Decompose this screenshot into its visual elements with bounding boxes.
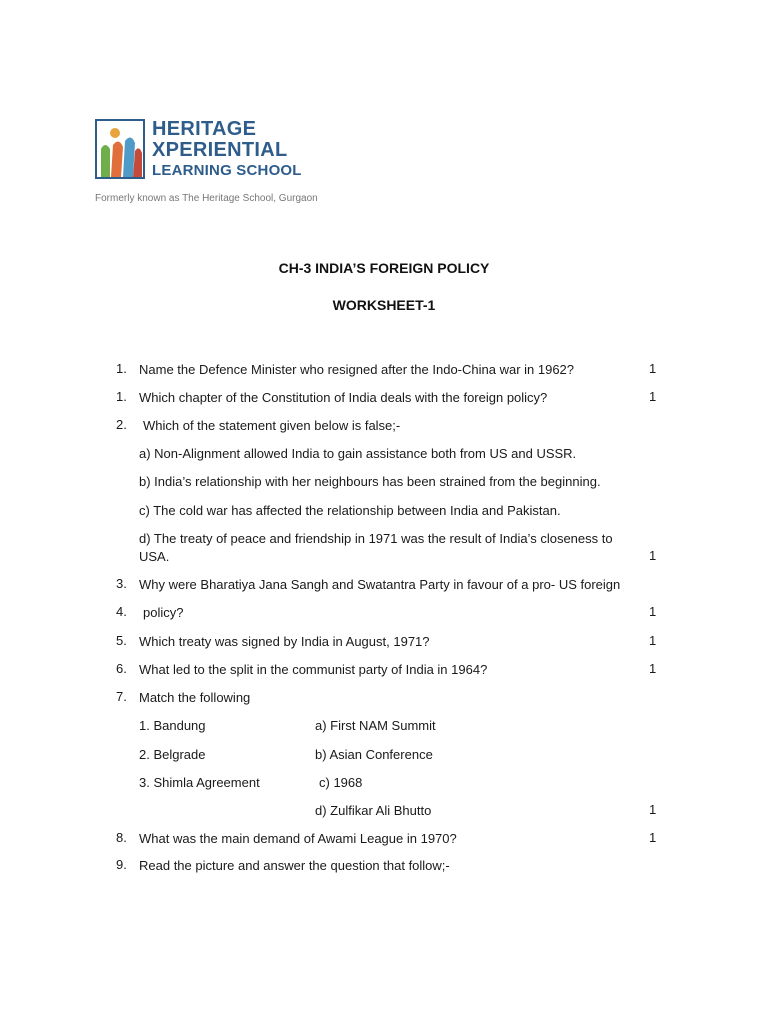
question-number: 1. [116, 389, 127, 404]
question-text: Read the picture and answer the question that follow;- [139, 858, 450, 873]
school-tagline: Formerly known as The Heritage School, Gurgaon [95, 193, 318, 204]
question-marks: 1 [649, 548, 657, 563]
question-text: Which treaty was signed by India in August, 1971? [139, 634, 430, 649]
option-b: b) India’s relationship with her neighbours has been strained from the beginning. [139, 474, 601, 489]
question-number: 6. [116, 661, 127, 676]
question-text: Which chapter of the Constitution of India deals with the foreign policy? [139, 390, 548, 405]
question-marks: 1 [649, 830, 657, 845]
question-marks: 1 [649, 802, 657, 817]
match-right-item: b) Asian Conference [315, 747, 433, 762]
question-number: 1. [116, 361, 127, 376]
logo-line-1: HERITAGE [152, 118, 257, 140]
question-text: policy? [143, 605, 184, 620]
option-c: c) The cold war has affected the relationship between India and Pakistan. [139, 503, 561, 518]
match-right-item: c) 1968 [319, 775, 363, 790]
option-d-continued: USA. [139, 549, 170, 564]
logo-line-3: LEARNING SCHOOL [152, 162, 302, 179]
worksheet-title: WORKSHEET-1 [332, 297, 436, 313]
option-a: a) Non-Alignment allowed India to gain assistance both from US and USSR. [139, 446, 577, 461]
logo-line-2: XPERIENTIAL [152, 139, 288, 161]
question-number: 7. [116, 689, 127, 704]
chapter-title: CH-3 INDIA’S FOREIGN POLICY [278, 260, 490, 276]
question-text: Which of the statement given below is false;- [143, 418, 401, 433]
question-number: 8. [116, 830, 127, 845]
question-text: What was the main demand of Awami League in 1970? [139, 831, 457, 846]
match-left-item: 1. Bandung [139, 718, 206, 733]
question-number: 5. [116, 633, 127, 648]
question-marks: 1 [649, 389, 657, 404]
question-text: Match the following [139, 690, 251, 705]
match-right-item: a) First NAM Summit [315, 718, 436, 733]
question-number: 9. [116, 857, 127, 872]
question-number: 2. [116, 417, 127, 432]
school-logo [95, 119, 335, 181]
match-left-item: 3. Shimla Agreement [139, 775, 260, 790]
option-d: d) The treaty of peace and friendship in 1971 was the result of India’s closeness to [139, 531, 613, 546]
school-emblem-icon [95, 119, 145, 179]
match-right-item: d) Zulfikar Ali Bhutto [315, 803, 432, 818]
question-marks: 1 [649, 661, 657, 676]
logo-wordmark [152, 119, 302, 180]
question-marks: 1 [649, 361, 657, 376]
question-marks: 1 [649, 604, 657, 619]
question-text: What led to the split in the communist party of India in 1964? [139, 662, 488, 677]
question-text: Name the Defence Minister who resigned after the Indo-China war in 1962? [139, 362, 575, 377]
question-marks: 1 [649, 633, 657, 648]
question-number: 3. [116, 576, 127, 591]
match-left-item: 2. Belgrade [139, 747, 206, 762]
question-number: 4. [116, 604, 127, 619]
question-text: Why were Bharatiya Jana Sangh and Swatantra Party in favour of a pro- US foreign [139, 577, 621, 592]
